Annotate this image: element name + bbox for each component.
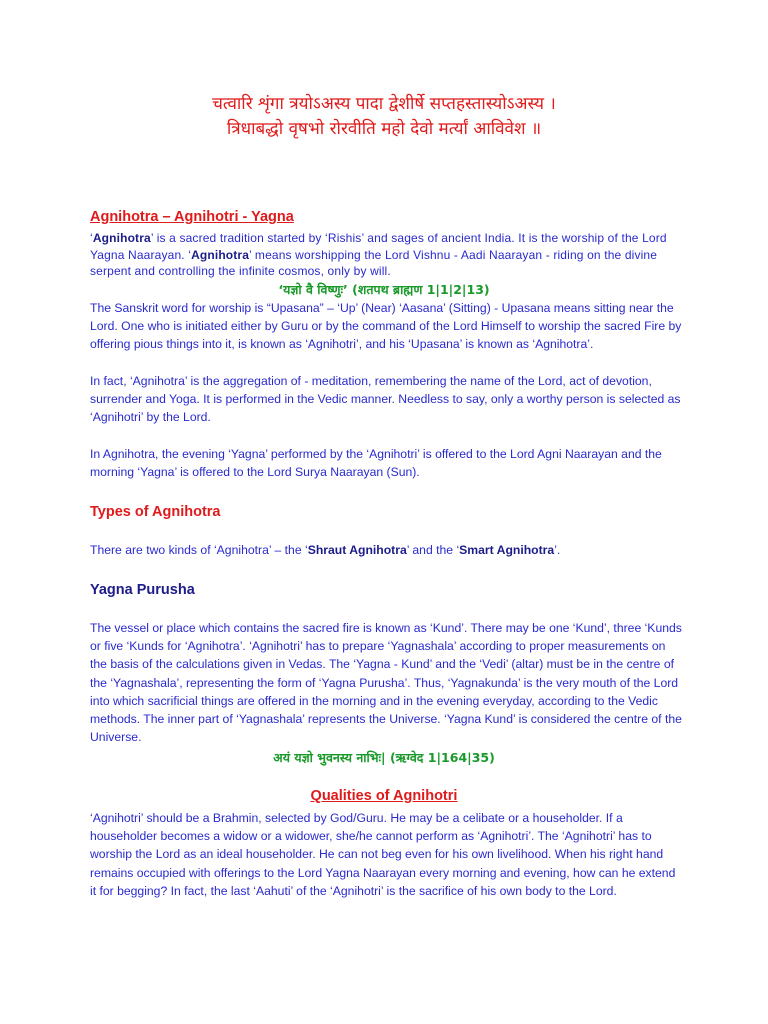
verse-line-2: त्रिधाबद्धो वृषभो रोरवीति महो देवो मर्त्यां आविवेश ॥ [226, 119, 542, 139]
heading-yagna-purusha: Yagna Purusha [90, 582, 195, 598]
paragraph-aggregation-text: In fact, ‘Agnihotra’ is the aggregation of - meditation, remembering the name of the Lord, act of devotion, surrender and Yoga. It is performed in the Vedic manner. Needless to say, only a worthy person is selected as ‘Agnihotri’ by the Lord. [90, 374, 681, 425]
scripture-reference-2: अयं यज्ञो भुवनस्य नाभिः| (ऋग्वेद 1|164|35) [273, 750, 495, 765]
heading-agnihotra: Agnihotra – Agnihotri - Yagna [90, 209, 294, 225]
heading-qualities: Qualities of Agnihotri [310, 788, 458, 804]
paragraph-types [90, 541, 682, 559]
types-bold-shraut: Shraut Agnihotra [307, 543, 407, 557]
paragraph-qualities [90, 809, 682, 900]
paragraph-aggregation [90, 372, 682, 427]
types-text-1: There are two kinds of ‘Agnihotra’ – the ‘ [90, 543, 308, 557]
heading-types: Types of Agnihotra [90, 504, 221, 520]
paragraph-upasana [90, 299, 682, 354]
intro-bold-1: Agnihotra [92, 231, 151, 245]
intro-paragraph [90, 230, 682, 280]
intro-text-2: ’ means worshipping the Lord Vishnu - Aadi Naarayan - riding on the divine serpent and controlling the infinite cosmos, only by will. [90, 247, 658, 278]
paragraph-upasana-text: The Sanskrit word for worship is “Upasana” – ‘Up’ (Near) ‘Aasana’ (Sitting) - Upasana means sitting near the Lord. One who is initiated either by Guru or by the command of the Lord Himself to worship the sacred Fire by offering pious things into it, is known as ‘Agnihotri’, and his ‘Upasana’ is known as ‘Agnihotra’. [90, 301, 682, 352]
paragraph-qualities-text: ‘Agnihotri’ should be a Brahmin, selected by God/Guru. He may be a celibate or a householder. If a householder becomes a widow or a widower, she/he cannot perform as ‘Agnihotri’. The ‘Agnihotri’ has to worship the Lord as an ideal householder. He can not beg even for his own livelihood. When his right hand remains occupied with offerings to the Lord Yagna Naarayan every morning and evening, how can he extend it for begging? In fact, the last ‘Aahuti’ of the ‘Agnihotri’ is the sacrifice of his own body to the Lord. [90, 811, 676, 898]
paragraph-evening-yagna [90, 445, 682, 481]
paragraph-evening-yagna-text: In Agnihotra, the evening ‘Yagna’ performed by the ‘Agnihotri’ is offered to the Lord Agni Naarayan and the morning ‘Yagna’ is offered to the Lord Surya Naarayan (Sun). [90, 447, 662, 480]
scripture-reference-1: ‘यज्ञो वै विष्णुः’ (शतपथ ब्राह्मण 1|1|2|13) [278, 282, 490, 297]
paragraph-yagna-purusha [90, 619, 682, 746]
intro-text-1: ’ is a sacred tradition started by ‘Rishis’ and sages of ancient India. It is the worship of the Lord Yagna Naarayan. ‘ [90, 231, 667, 262]
intro-bold-2: Agnihotra [191, 247, 250, 262]
verse-line-1: चत्वारि शृंगा त्रयोऽअस्य पादा द्वेशीर्षे सप्तहस्तास्योऽअस्य । [212, 94, 556, 114]
intro-quote-open: ‘ [90, 231, 93, 245]
types-text-3: ’. [554, 543, 561, 557]
types-text-2: ’ and the ‘ [406, 543, 460, 557]
paragraph-yagna-purusha-text: The vessel or place which contains the sacred fire is known as ‘Kund’. There may be one ‘Kund’, three ‘Kunds or five ‘Kunds for ‘Agnihotra’. ‘Agnihotri’ has to prepare ‘Yagnashala’ according to proper measurements on the basis of the calculations given in Vedas. The ‘Yagna - Kund’ and the ‘Vedi’ (altar) must be in the centre of the ‘Yagnashala’, representing the form of ‘Yagna Purusha’. Thus, ‘Yagnakunda’ is the very mouth of the Lord into which sacrificial things are offered in the morning and in the evening everyday, according to the Vedic methods. The inner part of ‘Yagnashala’ represents the Universe. ‘Yagna Kund’ is considered the centre of the Universe. [90, 621, 682, 745]
types-bold-smart: Smart Agnihotra [459, 543, 555, 557]
